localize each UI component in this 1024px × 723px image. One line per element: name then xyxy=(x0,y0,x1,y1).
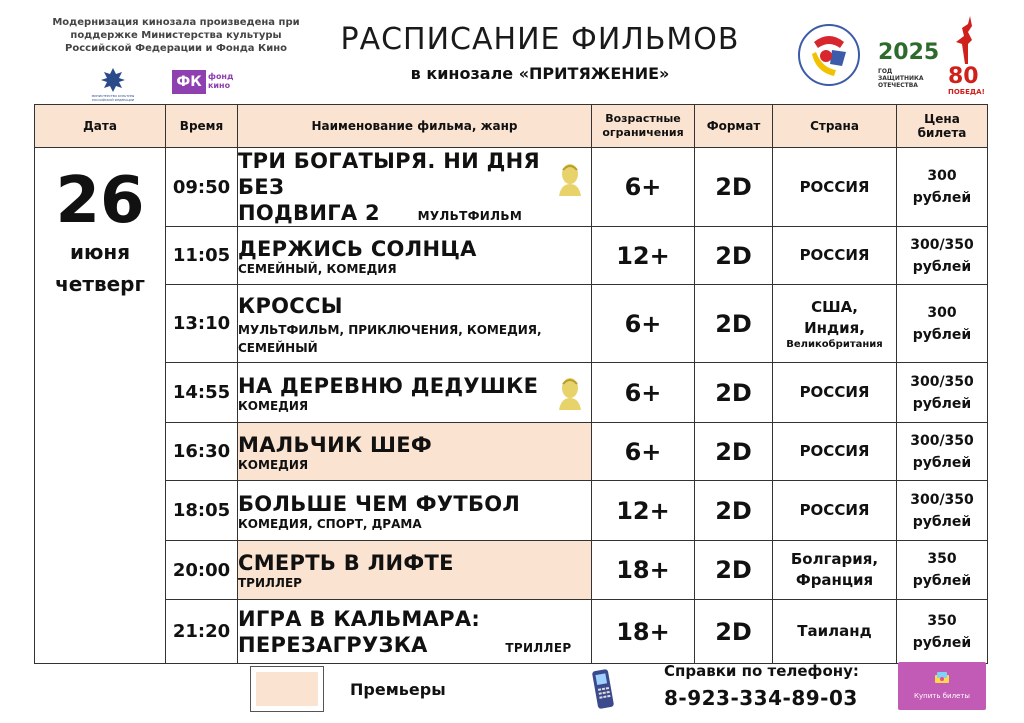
header-price-line-1: Цена xyxy=(924,112,960,126)
film-title: СМЕРТЬ В ЛИФТЕ xyxy=(238,551,454,575)
buy-tickets-label: Купить билеты xyxy=(914,692,970,700)
film-country xyxy=(773,285,897,363)
header-age xyxy=(592,105,695,148)
schedule-table xyxy=(34,104,988,664)
showtime: 21:20 xyxy=(166,600,238,664)
film-format: 2D xyxy=(695,600,773,664)
film-title: ИГРА В КАЛЬМАРА: xyxy=(238,606,481,631)
ticket-price-unit: рублей xyxy=(912,573,972,589)
ticket-price-unit: рублей xyxy=(912,454,972,471)
age-rating: 18+ xyxy=(592,541,695,600)
page-subtitle: в кинозале «ПРИТЯЖЕНИЕ» xyxy=(410,64,670,83)
table-row xyxy=(35,227,988,285)
ticket-price-unit: рублей xyxy=(912,395,972,412)
film-format: 2D xyxy=(695,541,773,600)
table-row xyxy=(35,363,988,423)
showtime: 11:05 xyxy=(166,227,238,285)
ticket-price-value: 300/350 xyxy=(910,373,974,390)
film-country: РОССИЯ xyxy=(773,423,897,481)
film-title: МАЛЬЧИК ШЕФ xyxy=(238,432,433,457)
ticket-price xyxy=(897,423,988,481)
sponsor-text: Модернизация кинозала произведена при поддержке Министерства культуры Российской Федерации и Фонда Кино xyxy=(52,17,300,54)
header-age-line-1: Возрастные xyxy=(605,112,681,125)
date-month: июня xyxy=(69,240,131,264)
header-time: Время xyxy=(166,105,238,148)
year-2025-logo xyxy=(878,14,988,94)
showtime: 16:30 xyxy=(166,423,238,481)
premiere-legend-swatch xyxy=(250,666,324,712)
ticket-price-value: 300 xyxy=(927,304,957,321)
film-title: ДЕРЖИСЬ СОЛНЦА xyxy=(238,236,477,261)
table-row xyxy=(35,600,988,664)
ticket-price-value: 300/350 xyxy=(910,491,974,508)
age-rating: 18+ xyxy=(592,600,695,664)
film-title: ТРИ БОГАТЫРЯ. НИ ДНЯ БЕЗ xyxy=(238,149,540,199)
film-country-2: Франция xyxy=(795,571,874,589)
film-genre: КОМЕДИЯ, СПОРТ, ДРАМА xyxy=(238,516,422,531)
film-title-line-2 xyxy=(238,200,591,226)
film-country: РОССИЯ xyxy=(773,481,897,541)
header-age-line-2: ограничения xyxy=(602,126,684,139)
film-genre: ТРИЛЛЕР xyxy=(505,640,572,655)
date-cell xyxy=(35,148,166,664)
table-row xyxy=(35,285,988,363)
film-title-part-2: ПОДВИГА 2 xyxy=(238,201,380,225)
film-genre: ТРИЛЛЕР xyxy=(238,576,302,590)
film-genre: МУЛЬТФИЛЬМ xyxy=(417,209,523,223)
film-country: РОССИЯ xyxy=(773,148,897,227)
ticket-price-unit: рублей xyxy=(912,634,972,651)
film-genre: КОМЕДИЯ xyxy=(238,457,309,472)
date-day: 26 xyxy=(55,164,145,238)
date-weekday: четверг xyxy=(55,272,145,296)
film-cell xyxy=(238,148,592,227)
ticket-price xyxy=(897,600,988,664)
ticket-price-unit: рублей xyxy=(912,513,972,530)
ticket-price xyxy=(897,285,988,363)
table-header-row xyxy=(35,105,988,148)
phone-info-title: Справки по телефону: xyxy=(664,662,859,680)
film-country: РОССИЯ xyxy=(773,363,897,423)
age-rating: 6+ xyxy=(592,148,695,227)
header-price-line-2: билета xyxy=(917,126,967,140)
film-country: Таиланд xyxy=(773,600,897,664)
header-country: Страна xyxy=(773,105,897,148)
ticket-price-value: 350 xyxy=(927,551,957,567)
age-rating: 6+ xyxy=(592,285,695,363)
film-genre: КОМЕДИЯ xyxy=(238,398,309,413)
film-cell xyxy=(238,600,592,664)
showtime: 09:50 xyxy=(166,148,238,227)
fk-logo-text-1: фонд xyxy=(208,72,234,81)
film-country xyxy=(773,541,897,600)
fk-logo xyxy=(172,70,236,94)
film-genre-line-2: СЕМЕЙНЫЙ xyxy=(238,340,318,355)
ticket-price xyxy=(897,227,988,285)
ticket-price xyxy=(897,363,988,423)
ticket-price-unit: рублей xyxy=(912,258,972,275)
ministry-emblem-icon xyxy=(88,66,138,106)
ticket-price-value: 300/350 xyxy=(910,236,974,253)
film-country-3: Великобритания xyxy=(786,338,883,350)
film-cell xyxy=(238,363,592,423)
header-format: Формат xyxy=(695,105,773,148)
film-title-line-2 xyxy=(238,632,591,658)
table-row xyxy=(35,481,988,541)
film-cell xyxy=(238,285,592,363)
year-logo-subtitle: ГОД ЗАЩИТНИКА ОТЕЧЕСТВА xyxy=(878,68,924,89)
ministry-logo-text: МИНИСТЕРСТВО КУЛЬТУРЫ РОССИЙСКОЙ ФЕДЕРАЦИИ xyxy=(91,94,135,102)
fk-logo-text xyxy=(208,72,233,90)
ticket-price-value: 350 xyxy=(927,612,957,629)
ticket-price-unit: рублей xyxy=(912,190,972,206)
age-rating: 12+ xyxy=(592,481,695,541)
ticket-price xyxy=(897,148,988,227)
pushkin-card-icon xyxy=(557,376,583,410)
header-film: Наименование фильма, жанр xyxy=(238,105,592,148)
ticket-price xyxy=(897,541,988,600)
film-format: 2D xyxy=(695,285,773,363)
film-format: 2D xyxy=(695,148,773,227)
film-cell-premiere xyxy=(238,423,592,481)
showtime: 20:00 xyxy=(166,541,238,600)
phone-icon xyxy=(592,668,614,710)
ticket-icon xyxy=(934,670,950,686)
pushkin-card-icon xyxy=(557,162,583,196)
year-logo-number: 2025 xyxy=(878,40,940,65)
premiere-legend-label: Премьеры xyxy=(350,680,446,699)
film-country-2: Индия, xyxy=(804,318,865,337)
age-rating: 12+ xyxy=(592,227,695,285)
film-format: 2D xyxy=(695,227,773,285)
table-row xyxy=(35,423,988,481)
film-cell xyxy=(238,481,592,541)
victory-text: ПОБЕДА! xyxy=(948,88,985,96)
film-format: 2D xyxy=(695,481,773,541)
film-format: 2D xyxy=(695,423,773,481)
fk-logo-text-2: кино xyxy=(208,81,231,90)
film-cell xyxy=(238,227,592,285)
page-title: РАСПИСАНИЕ ФИЛЬМОВ xyxy=(340,22,740,57)
showtime: 14:55 xyxy=(166,363,238,423)
ticket-price xyxy=(897,481,988,541)
film-title: БОЛЬШЕ ЧЕМ ФУТБОЛ xyxy=(238,491,521,516)
age-rating: 6+ xyxy=(592,363,695,423)
film-country-1: Болгария, xyxy=(790,550,879,568)
film-cell-premiere xyxy=(238,541,592,600)
festival-logo-icon xyxy=(796,22,862,88)
film-title: КРОССЫ xyxy=(238,293,343,318)
film-title-part-2: ПЕРЕЗАГРУЗКА xyxy=(238,632,428,657)
film-format: 2D xyxy=(695,363,773,423)
ticket-price-unit: рублей xyxy=(912,326,972,343)
victory-number: 80 xyxy=(948,64,979,89)
fk-logo-mark: ФК xyxy=(172,70,206,94)
monument-icon xyxy=(950,14,980,66)
phone-number[interactable]: 8-923-334-89-03 xyxy=(664,686,858,710)
film-title: НА ДЕРЕВНЮ ДЕДУШКЕ xyxy=(238,373,539,398)
header-price xyxy=(897,105,988,148)
age-rating: 6+ xyxy=(592,423,695,481)
table-row xyxy=(35,148,988,227)
header-date: Дата xyxy=(35,105,166,148)
ticket-price-value: 300/350 xyxy=(910,432,974,449)
showtime: 18:05 xyxy=(166,481,238,541)
showtime: 13:10 xyxy=(166,285,238,363)
film-genre: СЕМЕЙНЫЙ, КОМЕДИЯ xyxy=(238,261,397,276)
film-country: РОССИЯ xyxy=(773,227,897,285)
film-genre: МУЛЬТФИЛЬМ, ПРИКЛЮЧЕНИЯ, КОМЕДИЯ, xyxy=(238,322,542,337)
film-country-1: США, xyxy=(811,297,858,316)
table-row xyxy=(35,541,988,600)
buy-tickets-button[interactable] xyxy=(898,662,986,710)
ticket-price-value: 300 xyxy=(927,168,957,184)
